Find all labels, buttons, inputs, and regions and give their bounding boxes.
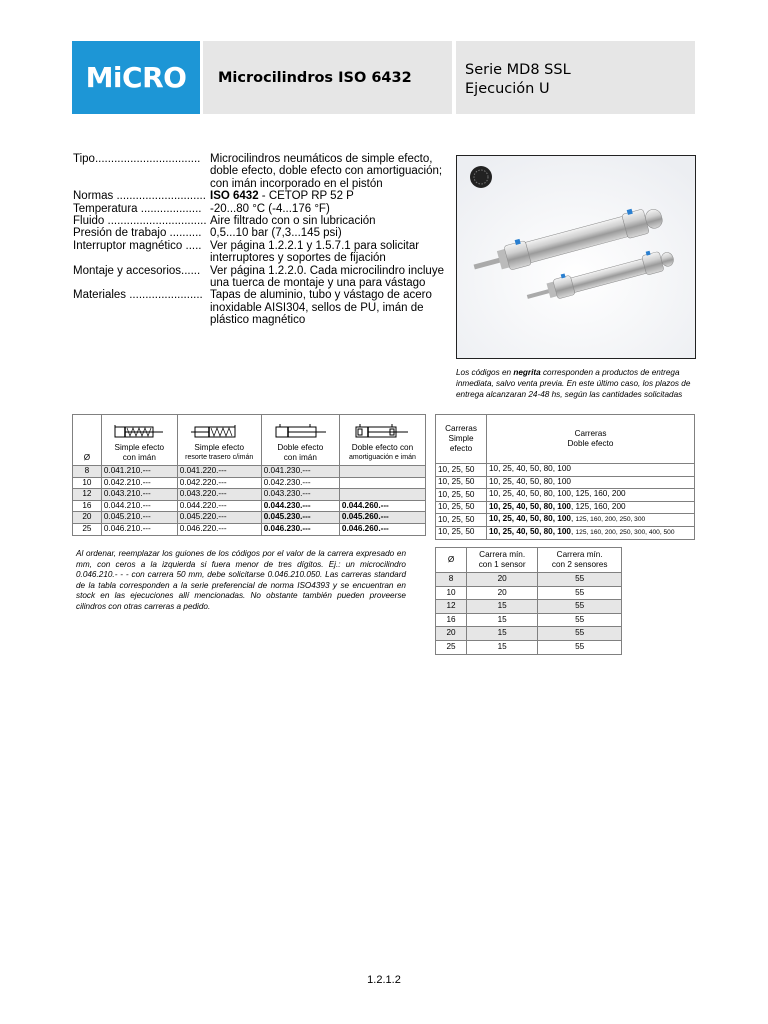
cell-min-2: 55 — [538, 600, 622, 614]
header-line: Doble efecto con — [351, 443, 414, 452]
header-line: con imán — [122, 453, 156, 462]
simple-efecto-resorte-symbol-icon — [189, 424, 249, 440]
cell-code: 0.046.220.--- — [177, 523, 261, 535]
cell-code: 0.043.220.--- — [177, 489, 261, 501]
cell-diameter: 10 — [73, 477, 102, 489]
cell-min-2: 55 — [538, 573, 622, 587]
spec-label: Montaje y accesorios...... — [73, 264, 201, 277]
cell-strokes-doble — [487, 526, 695, 539]
strokes-normal: 10, 25, 40, 50, 80, 100 — [489, 464, 571, 473]
cell-strokes-doble — [487, 476, 695, 489]
header-line: Simple efecto — [194, 443, 245, 452]
cell-diameter: 25 — [73, 523, 102, 535]
cell-strokes-simple: 10, 25, 50 — [436, 464, 487, 477]
spec-value: Tapas de aluminio, tubo y vástago de acero inoxidable AISI304, sellos de PU, imán de plástico magnético — [210, 289, 432, 327]
header-min-2-sensors — [538, 548, 622, 573]
spec-row-fluido — [73, 215, 445, 227]
cell-code: 0.041.220.--- — [177, 466, 261, 478]
cell-min-2: 55 — [538, 613, 622, 627]
cell-code: 0.046.230.--- — [261, 523, 339, 535]
strokes-small: 125, 160, 200, 250, 300 — [575, 516, 646, 524]
cell-code: 0.041.210.--- — [101, 466, 177, 478]
cell-code: 0.041.230.--- — [261, 466, 339, 478]
table-row — [436, 526, 695, 539]
spec-value: 0,5...10 bar (7,3...145 psi) — [210, 227, 342, 240]
table-row — [436, 640, 622, 654]
cell-strokes-doble — [487, 501, 695, 514]
cell-code — [339, 466, 425, 478]
title-text: Microcilindros ISO 6432 — [218, 69, 412, 86]
table-row — [436, 613, 622, 627]
header-line: Doble efecto — [277, 443, 324, 452]
spec-row-normas — [73, 190, 445, 202]
cell-min-1: 15 — [467, 627, 538, 641]
cell-code: 0.043.210.--- — [101, 489, 177, 501]
table-header-row — [436, 548, 622, 573]
series-name: Serie MD8 SSL — [465, 62, 571, 78]
strokes-small: 125, 160, 200, 250, 300, 400, 500 — [575, 528, 675, 536]
cell-strokes-simple: 10, 25, 50 — [436, 501, 487, 514]
cell-strokes-simple: 10, 25, 50 — [436, 476, 487, 489]
cell-diameter: 20 — [73, 512, 102, 524]
cell-code: 0.044.260.--- — [339, 500, 425, 512]
cell-diameter: 8 — [436, 573, 467, 587]
cell-code — [339, 477, 425, 489]
ordering-instructions: Al ordenar, reemplazar los guiones de los códigos por el valor de la carrera expresado en mm, con ceros a la izquierda si fuera menor de tres dígitos. Ej.: un microcilindro 0.046.210.- - - con carrera 50 mm, debe solicitarse 0.046.210.050. Las carreras standard de la tabla corresponden a la serie preferencial de norma ISO4393 y se encuentran en stock en las ejecuciones allí mencionadas. No obstante también pueden proveerse cilindros con otras carreras a pedido. — [76, 549, 406, 611]
header-line: amortiguación e imán — [348, 454, 416, 461]
note-text: Los códigos en — [456, 368, 514, 377]
doble-efecto-amortiguacion-symbol-icon — [352, 424, 412, 440]
spec-value — [210, 190, 445, 202]
cell-min-1: 15 — [467, 600, 538, 614]
spec-value-bold: ISO 6432 — [210, 190, 259, 203]
spec-row-materiales — [73, 289, 445, 326]
header-line: resorte trasero c/imán — [185, 454, 254, 461]
strokes-normal: , — [570, 526, 576, 536]
table-row — [436, 600, 622, 614]
spec-row-interruptor — [73, 240, 445, 265]
cell-diameter: 16 — [73, 500, 102, 512]
series-execution: Ejecución U — [465, 81, 550, 97]
cell-diameter: 25 — [436, 640, 467, 654]
series-box — [456, 41, 695, 114]
header-line: Doble efecto — [567, 439, 614, 448]
page-title — [203, 41, 452, 114]
header-diameter: Ø — [73, 415, 102, 466]
table-row — [73, 466, 426, 478]
cell-min-2: 55 — [538, 586, 622, 600]
strokes-table — [435, 414, 695, 540]
cell-code: 0.045.220.--- — [177, 512, 261, 524]
table-row — [73, 523, 426, 535]
cell-diameter: 8 — [73, 466, 102, 478]
spec-label: Normas ............................ — [73, 190, 206, 203]
header-carreras-doble — [487, 415, 695, 464]
spec-row-montaje — [73, 265, 445, 290]
table-row — [73, 477, 426, 489]
table-row — [436, 464, 695, 477]
table-row — [436, 501, 695, 514]
header-line: Carrera mín. — [479, 550, 526, 559]
header-line: con imán — [283, 453, 317, 462]
table-row — [436, 586, 622, 600]
table-row — [436, 573, 622, 587]
spec-label: Temperatura ................... — [73, 202, 202, 215]
header-line: Simple efecto — [114, 443, 165, 452]
cell-strokes-simple: 10, 25, 50 — [436, 489, 487, 502]
cell-code: 0.044.220.--- — [177, 500, 261, 512]
cell-code: 0.045.230.--- — [261, 512, 339, 524]
table-row — [436, 476, 695, 489]
cell-code: 0.046.210.--- — [101, 523, 177, 535]
cell-min-1: 15 — [467, 640, 538, 654]
spec-value: Microcilindros neumáticos de simple efecto, doble efecto, doble efecto con amortiguación; con imán incorporado en el pistón — [210, 153, 443, 190]
strokes-normal: , — [570, 514, 576, 524]
cell-code: 0.045.210.--- — [101, 512, 177, 524]
header-line: con 2 sensores — [551, 560, 608, 569]
cell-min-2: 55 — [538, 640, 622, 654]
min-stroke-table — [435, 547, 622, 655]
strokes-normal: 10, 25, 40, 50, 80, 100, 125, 160, 200 — [489, 489, 626, 499]
cell-diameter: 16 — [436, 613, 467, 627]
spec-label: Materiales ....................... — [73, 289, 203, 302]
header-simple-efecto — [101, 415, 177, 466]
cell-min-1: 15 — [467, 613, 538, 627]
cell-code: 0.043.230.--- — [261, 489, 339, 501]
strokes-normal: , 125, 160, 200 — [570, 501, 626, 511]
stock-note — [456, 367, 698, 400]
cell-code: 0.042.230.--- — [261, 477, 339, 489]
table-header-row — [73, 415, 426, 466]
cell-code: 0.044.210.--- — [101, 500, 177, 512]
ce-seal-icon — [470, 166, 492, 188]
cell-strokes-doble — [487, 464, 695, 477]
doble-efecto-symbol-icon — [272, 424, 328, 440]
cell-diameter: 10 — [436, 586, 467, 600]
cell-strokes-simple: 10, 25, 50 — [436, 514, 487, 527]
strokes-normal: 10, 25, 40, 50, 80, 100 — [489, 476, 571, 486]
header-line: con 1 sensor — [478, 560, 526, 569]
strokes-bold: 10, 25, 40, 50, 80, 100 — [489, 514, 571, 524]
spec-value-rest: - CETOP RP 52 P — [258, 190, 354, 203]
table-row — [436, 627, 622, 641]
spec-row-temperatura — [73, 203, 445, 215]
spec-value: Aire filtrado con o sin lubricación — [210, 215, 376, 228]
spec-value: -20...80 °C (-4...176 °F) — [210, 202, 330, 215]
table-row — [73, 489, 426, 501]
cell-min-2: 55 — [538, 627, 622, 641]
cell-code — [339, 489, 425, 501]
brand-logo — [72, 41, 200, 114]
cell-strokes-doble — [487, 489, 695, 502]
cell-code: 0.042.220.--- — [177, 477, 261, 489]
logo-text: MiCRO — [85, 61, 187, 94]
cell-diameter: 20 — [436, 627, 467, 641]
header-min-1-sensor — [467, 548, 538, 573]
cell-min-1: 20 — [467, 573, 538, 587]
spec-label: Presión de trabajo .......... — [73, 227, 202, 240]
cell-code: 0.044.230.--- — [261, 500, 339, 512]
spec-row-tipo — [73, 153, 445, 190]
header-carreras-simple: Carreras Simple efecto — [436, 415, 487, 464]
cell-code: 0.046.260.--- — [339, 523, 425, 535]
header-diameter: Ø — [436, 548, 467, 573]
cell-strokes-doble — [487, 514, 695, 527]
cell-min-1: 20 — [467, 586, 538, 600]
header-line: Carreras — [574, 429, 607, 438]
table-row — [436, 489, 695, 502]
spec-label: Tipo................................. — [73, 153, 201, 165]
spec-value: Ver página 1.2.2.0. Cada microcilindro incluye una tuerca de montaje y una para vástago — [210, 264, 444, 290]
table-row — [73, 500, 426, 512]
spec-value: Ver página 1.2.2.1 y 1.5.7.1 para solicitar interruptores y soportes de fijación — [210, 239, 420, 265]
table-row — [73, 512, 426, 524]
spec-label: Fluido ............................... — [73, 215, 207, 228]
table-header-row — [436, 415, 695, 464]
strokes-bold: 10, 25, 40, 50, 80, 100 — [489, 526, 571, 536]
header-line: Carrera mín. — [556, 550, 603, 559]
note-bold: negrita — [513, 368, 541, 377]
simple-efecto-symbol-icon — [111, 424, 167, 440]
cell-strokes-simple: 10, 25, 50 — [436, 526, 487, 539]
header-doble-efecto — [261, 415, 339, 466]
cell-diameter: 12 — [436, 600, 467, 614]
cell-diameter: 12 — [73, 489, 102, 501]
note-text-rest: corresponden a productos de entrega inmediata, salvo venta previa. En este último caso, los plazos de entrega alcanzaran 24-48 hs, según las cantidades solicitadas — [456, 368, 691, 399]
codes-table — [72, 414, 426, 536]
page-number: 1.2.1.2 — [367, 974, 401, 986]
header-simple-efecto-resorte — [177, 415, 261, 466]
product-photo — [456, 155, 696, 359]
spec-row-presion — [73, 227, 445, 239]
spec-label: Interruptor magnético ..... — [73, 239, 202, 252]
cell-code: 0.045.260.--- — [339, 512, 425, 524]
cell-code: 0.042.210.--- — [101, 477, 177, 489]
header-doble-efecto-amortiguacion — [339, 415, 425, 466]
spec-list — [73, 153, 445, 327]
table-row — [436, 514, 695, 527]
strokes-bold: 10, 25, 40, 50, 80, 100 — [489, 501, 571, 511]
